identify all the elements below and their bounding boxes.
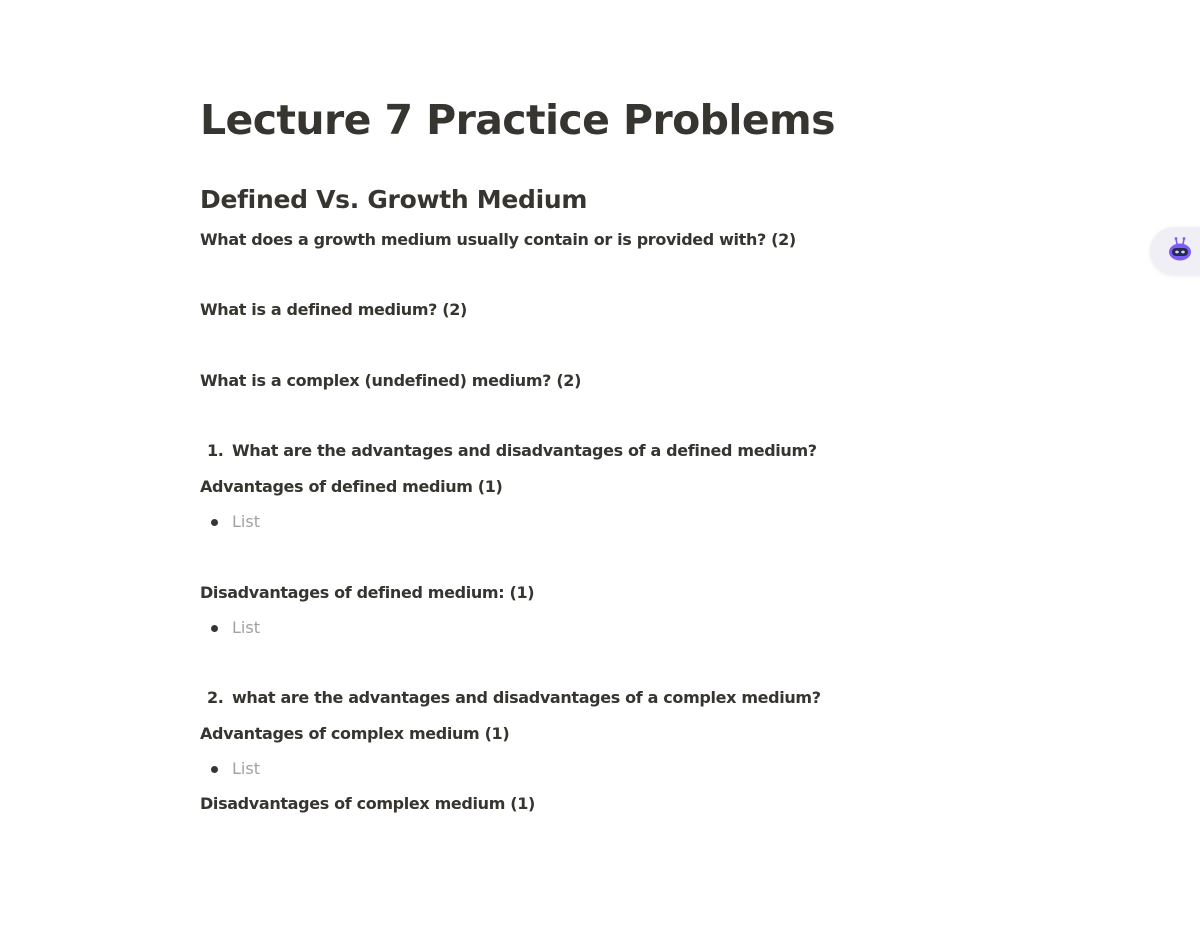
question-growth-medium[interactable]: What does a growth medium usually contain or is provided with? (2) bbox=[200, 230, 796, 249]
label-disadvantages-complex[interactable]: Disadvantages of complex medium (1) bbox=[200, 794, 535, 813]
list-placeholder: List bbox=[232, 759, 260, 778]
label-disadvantages-defined[interactable]: Disadvantages of defined medium: (1) bbox=[200, 583, 535, 602]
bullet-dot bbox=[211, 766, 218, 773]
numbered-item-2[interactable] bbox=[200, 687, 821, 709]
numbered-item-text: What are the advantages and disadvantages of a defined medium? bbox=[232, 441, 817, 460]
robot-icon bbox=[1165, 235, 1195, 265]
bullet-dot bbox=[211, 519, 218, 526]
list-number: 2. bbox=[207, 688, 224, 707]
list-number: 1. bbox=[207, 441, 224, 460]
ai-assistant-button[interactable] bbox=[1150, 227, 1200, 275]
page-title[interactable]: Lecture 7 Practice Problems bbox=[200, 96, 835, 144]
numbered-item-1[interactable] bbox=[200, 440, 817, 462]
numbered-item-text: what are the advantages and disadvantages of a complex medium? bbox=[232, 688, 821, 707]
label-advantages-complex[interactable]: Advantages of complex medium (1) bbox=[200, 724, 510, 743]
question-complex-medium[interactable]: What is a complex (undefined) medium? (2) bbox=[200, 371, 582, 390]
list-placeholder: List bbox=[232, 512, 260, 531]
section-heading[interactable]: Defined Vs. Growth Medium bbox=[200, 185, 588, 214]
bullet-dot bbox=[211, 625, 218, 632]
label-advantages-defined[interactable]: Advantages of defined medium (1) bbox=[200, 477, 503, 496]
list-placeholder: List bbox=[232, 618, 260, 637]
question-defined-medium[interactable]: What is a defined medium? (2) bbox=[200, 300, 467, 319]
